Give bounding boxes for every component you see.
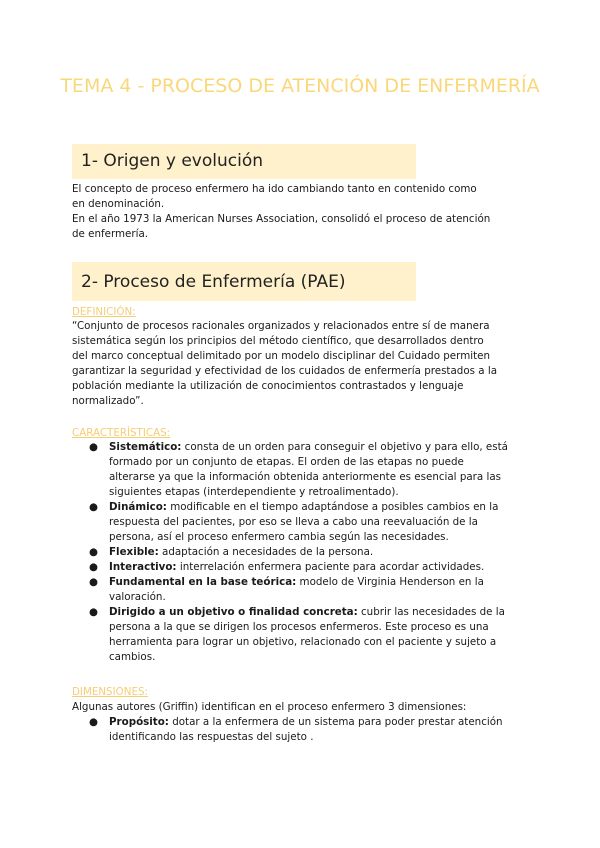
dimensions-list xyxy=(72,715,538,745)
item-term: Flexible: xyxy=(109,546,159,558)
list-item xyxy=(72,575,538,605)
section-heading-pae xyxy=(72,262,416,301)
text-line: El concepto de proceso enfermero ha ido cambiando tanto en contenido como xyxy=(72,183,477,195)
text-line: siguientes etapas (interdependiente y retroalimentado). xyxy=(109,486,399,498)
list-item xyxy=(72,605,538,665)
text-line: alterarse ya que la información obtenida anteriormente es esencial para las xyxy=(109,471,502,483)
text-line: valoración. xyxy=(109,591,166,603)
section-heading-text: 2- Proceso de Enfermería (PAE) xyxy=(81,272,346,292)
item-term: Sistemático: xyxy=(109,441,182,453)
origen-paragraph xyxy=(72,182,534,242)
bullet-icon: ● xyxy=(89,606,98,618)
item-term: Propósito: xyxy=(109,716,169,728)
text-line: cambios. xyxy=(109,651,156,663)
text-line: normalizado”. xyxy=(72,395,144,407)
text-line: persona, así el proceso enfermero cambia según las necesidades. xyxy=(109,531,449,543)
text-line: del marco conceptual delimitado por un modelo disciplinar del Cuidado permiten xyxy=(72,350,490,362)
document-title: TEMA 4 - PROCESO DE ATENCIÓN DE ENFERMERÍA xyxy=(60,75,540,97)
item-term: Dirigido a un objetivo o finalidad concreta: xyxy=(109,606,358,618)
bullet-icon: ● xyxy=(89,501,98,513)
bullet-icon: ● xyxy=(89,561,98,573)
item-text: consta de un orden para conseguir el objetivo y para ello, está xyxy=(181,441,508,453)
dimensions-intro: Algunas autores (Griffin) identifican en el proceso enfermero 3 dimensiones: xyxy=(72,701,467,713)
item-term: Interactivo: xyxy=(109,561,177,573)
list-item xyxy=(72,545,538,560)
text-line: sistemática según los principios del método científico, que desarrollados dentro xyxy=(72,335,484,347)
item-text: cubrir las necesidades de la xyxy=(357,606,505,618)
bullet-icon: ● xyxy=(89,576,98,588)
text-line: de enfermería. xyxy=(72,228,149,240)
text-line: formado por un conjunto de etapas. El orden de las etapas no puede xyxy=(109,456,464,468)
item-term: Dinámico: xyxy=(109,501,167,513)
item-text: interrelación enfermera paciente para acordar actividades. xyxy=(176,561,485,573)
item-term: Fundamental en la base teórica: xyxy=(109,576,297,588)
dimensions-label: DIMENSIONES: xyxy=(72,686,148,698)
item-text: dotar a la enfermera de un sistema para poder prestar atención xyxy=(168,716,503,728)
text-line: identificando las respuestas del sujeto . xyxy=(109,731,314,743)
text-line: persona a la que se dirigen los procesos enfermeros. Este proceso es una xyxy=(109,621,489,633)
characteristics-list xyxy=(72,440,538,665)
text-line: herramienta para lograr un objetivo, relacionado con el paciente y sujeto a xyxy=(109,636,497,648)
bullet-icon: ● xyxy=(89,441,98,453)
text-line: garantizar la seguridad y efectividad de los cuidados de enfermería prestados a la xyxy=(72,365,498,377)
characteristics-label: CARACTERÍSTICAS: xyxy=(72,427,171,439)
definition-label: DEFINICIÓN: xyxy=(72,306,136,318)
bullet-icon: ● xyxy=(89,546,98,558)
text-line: respuesta del pacientes, por eso se lleva a cabo una reevaluación de la xyxy=(109,516,478,528)
list-item xyxy=(72,500,538,545)
bullet-icon: ● xyxy=(89,716,98,728)
item-text: modificable en el tiempo adaptándose a posibles cambios en la xyxy=(166,501,499,513)
definition-paragraph xyxy=(72,319,534,409)
text-line: En el año 1973 la American Nurses Association, consolidó el proceso de atención xyxy=(72,213,491,225)
text-line: en denominación. xyxy=(72,198,165,210)
text-line: “Conjunto de procesos racionales organizados y relacionados entre sí de manera xyxy=(72,320,490,332)
section-heading-text: 1- Origen y evolución xyxy=(81,151,264,171)
text-line: población mediante la utilización de conocimientos contrastados y lenguaje xyxy=(72,380,464,392)
item-text: adaptación a necesidades de la persona. xyxy=(158,546,374,558)
list-item xyxy=(72,440,538,500)
item-text: modelo de Virginia Henderson en la xyxy=(296,576,484,588)
list-item xyxy=(72,560,538,575)
list-item xyxy=(72,715,538,745)
section-heading-origen xyxy=(72,144,416,179)
